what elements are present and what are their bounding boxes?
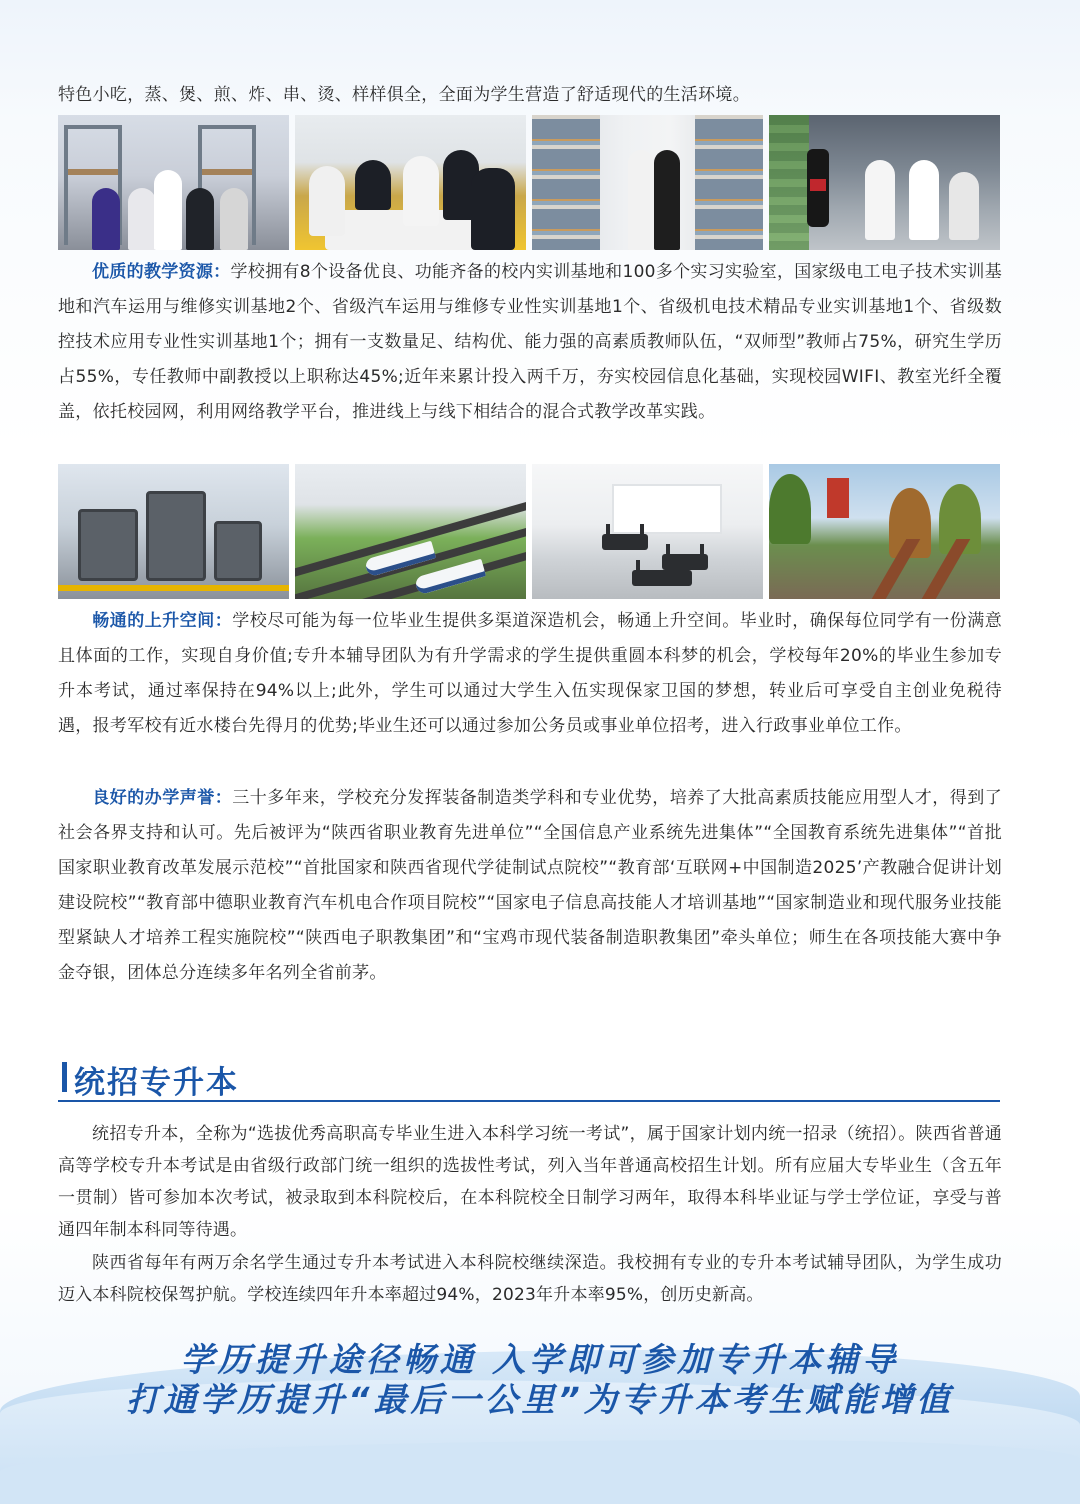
section-heading [58, 1054, 1000, 1102]
slogan-line-2: 打通学历提升“最后一公里”为专升本考生赋能增值 [126, 1380, 954, 1419]
heading-title: 统招专升本 [74, 1065, 239, 1101]
advancement-lead: 畅通的上升空间： [92, 611, 233, 631]
canteen-photo [295, 115, 526, 250]
reputation-text: 三十多年来，学校充分发挥装备制造类学科和专业优势，培养了大批高素质技能应用型人才，得到了社会各界支持和认可。先后被评为“陕西省职业教育先进单位”“全国信息产业系统先进集体”“全国教育系统先进集体”“首批国家职业教育改革发展示范校”“首批国家和陕西省现代学徒制试点院校”“教育部‘互联网+中国制造2025’产教融合促讲计划建设院校”“教育部中德职业教育汽车机电合作项目院校”“国家电子信息高技能人才培训基地”“国家制造业和现代服务业技能型紧缺人才培养工程实施院校”“陕西电子职教集团”和“宝鸡市现代装备制造职教集团”牵头单位；师生在各项技能大赛中争金夺银，团体总分连续多年名列全省前茅。 [58, 788, 1002, 983]
intro-text: 特色小吃，蒸、煲、煎、炸、串、烫、样样俱全，全面为学生营造了舒适现代的生活环境。 [58, 85, 750, 105]
teaching-resources-paragraph [58, 255, 1002, 430]
advancement-paragraph [58, 604, 1002, 744]
rail-model-photo [295, 464, 526, 599]
training-facility-photos [58, 464, 1000, 599]
heading-accent-bar [62, 1062, 67, 1092]
gym-photo [769, 115, 1000, 250]
dormitory-photo [58, 115, 289, 250]
slogan-line-1: 学历提升途径畅通 入学即可参加专升本辅导 [180, 1340, 900, 1379]
exam-description-paragraph: 统招专升本，全称为“选拔优秀高职高专毕业生进入本科学习统一考试”，属于国家计划内统一招录（统招）。陕西省普通高等学校专升本考试是由省级行政部门统一组织的选拔性考试，列入当年普通高校招生计划。所有应届大专毕业生（含五年一贯制）皆可参加本次考试，被录取到本科院校后，在本科院校全日制学习两年，取得本科毕业证与学士学位证，享受与普通四年制本科同等待遇。 [58, 1124, 1002, 1240]
reputation-lead: 良好的办学声誉： [92, 788, 233, 808]
reputation-paragraph [58, 781, 1002, 991]
library-photo [532, 115, 763, 250]
campus-life-photos [58, 115, 1000, 250]
drone-lab-photo [532, 464, 763, 599]
teaching-resources-text: 学校拥有8个设备优良、功能齐备的校内实训基地和100多个实习实验室，国家级电工电子技术实训基地和汽车运用与维修实训基地2个、省级汽车运用与维修专业性实训基地1个、省级机电技术精品专业实训基地1个、省级数控技术应用专业性实训基地1个；拥有一支数量足、结构优、能力强的高素质教师队伍，“双师型”教师占75%，研究生学历占55%，专任教师中副教授以上职称达45%;近年来累计投入两千万，夯实校园信息化基础，实现校园WIFI、教室光纤全覆盖，依托校园网，利用网络教学平台，推进线上与线下相结合的混合式教学改革实践。 [58, 262, 1003, 422]
intro-line [58, 78, 1002, 113]
rail-track-photo [769, 464, 1000, 599]
slogan-banner [0, 1320, 1080, 1504]
teaching-resources-lead: 优质的教学资源： [92, 262, 231, 282]
advancement-text: 学校尽可能为每一位毕业生提供多渠道深造机会，畅通上升空间。毕业时，确保每位同学有一份满意且体面的工作，实现自身价值;专升本辅导团队为有升学需求的学生提供重圆本科梦的机会，学校每年20%的毕业生参加专升本考试，通过率保持在94%以上;此外，学生可以通过大学生入伍实现保家卫国的梦想，转业后可享受自主创业免税待遇，报考军校有近水楼台先得月的优势;毕业生还可以通过参加公务员或事业单位招考，进入行政事业单位工作。 [58, 611, 1002, 736]
exam-results-paragraph: 陕西省每年有两万余名学生通过专升本考试进入本科院校继续深造。我校拥有专业的专升本考试辅导团队，为学生成功迈入本科院校保驾护航。学校连续四年升本率超过94%，2023年升本率95%，创历史新高。 [58, 1253, 1002, 1305]
machining-lab-photo [58, 464, 289, 599]
